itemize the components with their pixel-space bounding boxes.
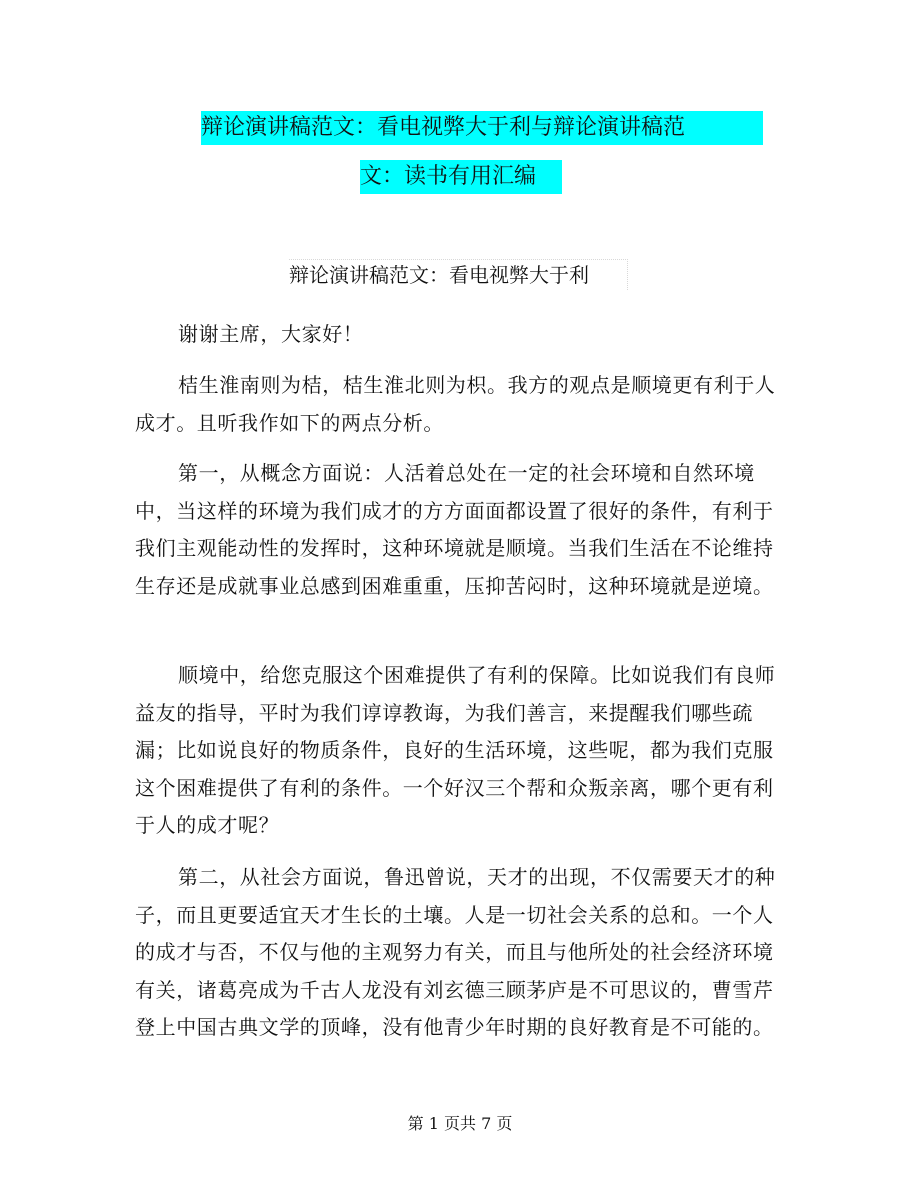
page-footer	[0, 1113, 920, 1135]
paragraph-point-two: 第二，从社会方面说，鲁迅曾说，天才的出现，不仅需要天才的种子，而且更要适宜天才生长的土壤。人是一切社会关系的总和。一个人的成才与否，不仅与他的主观努力有关，而且与他所处的社会经济环境有关，诸葛亮成为千古人龙没有刘玄德三顾茅庐是不可思议的，曹雪芹登上中国古典文学的顶峰，没有他青少年时期的良好教育是不可能的。	[135, 865, 776, 1039]
document-title-line-2: 文：读书有用汇编	[360, 160, 562, 194]
paragraph-intro: 桔生淮南则为桔，桔生淮北则为枳。我方的观点是顺境更有利于人成才。且听我作如下的两点分析。	[135, 373, 776, 435]
page-number: 第 1 页共 7 页	[407, 1114, 513, 1133]
section-heading: 辩论演讲稿范文：看电视弊大于利	[289, 259, 628, 290]
paragraph-point-one: 第一，从概念方面说：人活着总处在一定的社会环境和自然环境中，当这样的环境为我们成才的方方面面都设置了很好的条件，有利于我们主观能动性的发挥时，这种环境就是顺境。当我们生活在不论维持生存还是成就事业总感到困难重重，压抑苦闷时，这种环境就是逆境。	[135, 461, 774, 598]
document-title-line-1: 辩论演讲稿范文：看电视弊大于利与辩论演讲稿范	[201, 111, 763, 145]
paragraph-greeting: 谢谢主席，大家好！	[178, 322, 364, 346]
paragraph-favorable-conditions: 顺境中，给您克服这个困难提供了有利的保障。比如说我们有良师益友的指导，平时为我们谆谆教诲，为我们善言，来提醒我们哪些疏漏；比如说良好的物质条件，良好的生活环境，这些呢，都为我们克服这个困难提供了有利的条件。一个好汉三个帮和众叛亲离，哪个更有利于人的成才呢？	[135, 663, 776, 837]
